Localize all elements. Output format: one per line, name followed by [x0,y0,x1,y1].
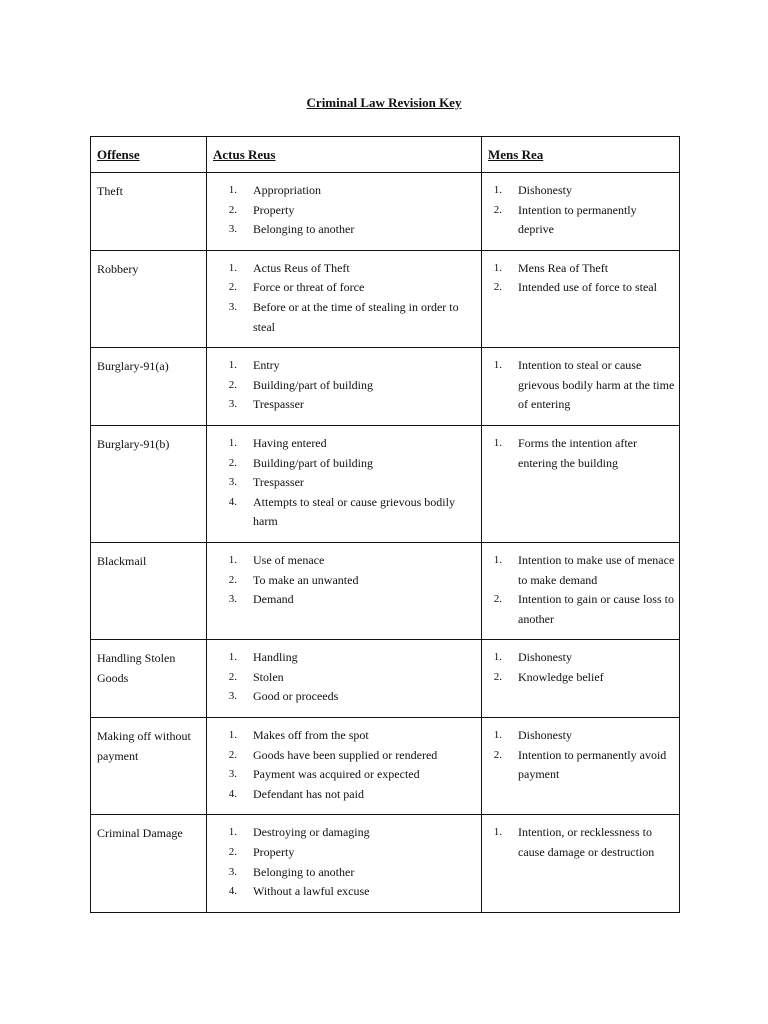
list-number: 2. [228,748,237,761]
list-number: 4. [228,885,237,898]
mens-rea-list [482,543,679,639]
offense-name: Criminal Damage [97,826,183,841]
list-number: 1. [493,553,502,566]
actus-reus-cell [207,718,482,815]
list-item [207,687,477,707]
mens-rea-cell [482,348,680,426]
list-number: 3. [228,593,237,606]
list-item [207,746,477,766]
list-item-text: Demand [253,592,294,607]
actus-reus-list [207,815,481,911]
list-item [482,648,675,668]
actus-reus-list [207,251,481,347]
list-number: 4. [228,787,237,800]
list-number: 2. [228,456,237,469]
list-number: 1. [228,184,237,196]
offense-cell [91,542,207,639]
list-number: 3. [228,223,237,236]
actus-reus-cell [207,250,482,347]
list-item-text: Mens Rea of Theft [518,260,609,275]
list-item [207,590,477,610]
page-title: Criminal Law Revision Key [306,95,462,110]
list-item [482,668,675,688]
mens-rea-list [482,426,679,483]
list-number: 3. [228,690,237,703]
offense-cell [91,173,207,251]
list-item-text: Belonging to another [253,864,355,879]
list-item-text: Dishonesty [518,650,572,665]
list-number: 2. [228,846,237,859]
mens-rea-cell [482,815,680,912]
list-number: 2. [493,281,502,294]
table-row [91,640,680,718]
offense-cell [91,640,207,718]
actus-reus-list [207,173,481,250]
actus-reus-list [207,348,481,425]
mens-rea-list [482,251,679,308]
list-item-text: Before or at the time of stealing in order to steal [253,299,459,334]
list-item [207,882,477,902]
list-number: 1. [228,436,237,449]
table-row [91,173,680,251]
actus-reus-cell [207,815,482,912]
table-row [91,250,680,347]
list-item-text: Entry [253,358,280,373]
list-item [207,473,477,493]
list-item [207,551,477,571]
list-item-text: Intention to permanently avoid payment [518,747,667,782]
actus-reus-cell [207,542,482,639]
list-item-text: Actus Reus of Theft [253,260,350,275]
list-number: 1. [493,261,502,274]
list-number: 1. [228,729,237,742]
actus-reus-cell [207,173,482,251]
list-item [482,201,675,240]
list-number: 2. [228,573,237,586]
list-number: 4. [228,495,237,508]
offense-cell [91,425,207,542]
list-item [207,376,477,396]
offense-name: Blackmail [97,553,147,568]
actus-reus-cell [207,348,482,426]
header-actus-reus: Actus Reus [207,137,482,173]
list-number: 2. [493,593,502,606]
list-number: 1. [493,826,502,839]
table-row [91,542,680,639]
list-item [207,863,477,883]
list-item [207,571,477,591]
offense-name: Handling Stolen Goods [97,651,176,685]
list-item-text: Trespasser [253,397,304,412]
table-row [91,348,680,426]
list-item [207,668,477,688]
header-mens-rea: Mens Rea [482,137,680,173]
list-item-text: Property [253,845,295,860]
list-number: 3. [228,398,237,411]
list-item [207,823,477,843]
list-item [482,278,675,298]
list-item-text: Intention to make use of menace to make demand [518,552,675,587]
list-number: 3. [228,476,237,489]
list-item-text: Payment was acquired or expected [253,767,420,782]
mens-rea-list [482,718,679,795]
list-item [482,181,675,201]
list-item [482,551,675,590]
list-item-text: Appropriation [253,183,321,197]
list-number: 1. [493,436,502,449]
list-item-text: Trespasser [253,475,304,490]
list-number: 2. [493,670,502,683]
list-item [207,278,477,298]
offense-name: Theft [97,184,123,198]
list-number: 1. [493,359,502,372]
list-item-text: Destroying or damaging [253,825,370,840]
mens-rea-cell [482,425,680,542]
list-number: 3. [228,865,237,878]
offense-name: Burglary-91(a) [97,359,169,374]
list-item-text: Stolen [253,669,284,684]
list-item [207,259,477,279]
mens-rea-cell [482,640,680,718]
list-item-text: Defendant has not paid [253,786,364,801]
list-number: 2. [493,203,502,216]
mens-rea-list [482,173,679,250]
list-item-text: Intention to permanently deprive [518,202,637,237]
table-row [91,718,680,815]
list-item-text: Building/part of building [253,455,373,470]
mens-rea-cell [482,250,680,347]
offense-cell [91,250,207,347]
list-number: 1. [493,184,502,196]
actus-reus-cell [207,640,482,718]
list-item [482,434,675,473]
list-item-text: Intention to gain or cause loss to another [518,592,674,626]
list-item [482,590,675,629]
list-item [207,356,477,376]
list-item-text: Goods have been supplied or rendered [253,747,438,762]
table-row [91,815,680,912]
list-number: 3. [228,300,237,313]
offense-cell [91,718,207,815]
offense-name: Robbery [97,261,139,276]
offense-name: Burglary-91(b) [97,436,170,451]
list-number: 1. [493,729,502,742]
list-number: 1. [493,651,502,664]
list-item [207,298,477,337]
list-number: 2. [493,748,502,761]
list-item [207,726,477,746]
list-item-text: Knowledge belief [518,669,604,684]
list-item-text: Dishonesty [518,183,572,197]
list-item-text: Intention to steal or cause grievous bodily harm at the time of entering [518,358,675,412]
list-item-text: Good or proceeds [253,689,339,704]
offense-name: Making off without payment [97,729,191,763]
list-item-text: Intention, or recklessness to cause damage or destruction [518,825,655,860]
list-item [482,356,675,415]
mens-rea-list [482,815,679,872]
list-item-text: Dishonesty [518,728,572,743]
list-item [207,434,477,454]
list-item-text: Property [253,202,295,217]
list-item [207,765,477,785]
list-item [207,493,477,532]
header-offense: Offense [91,137,207,173]
mens-rea-list [482,348,679,425]
list-item-text: Belonging to another [253,222,355,237]
list-item [482,726,675,746]
list-item-text: Attempts to steal or cause grievous bodily harm [253,494,455,529]
actus-reus-list [207,718,481,814]
list-item-text: Force or threat of force [253,280,365,295]
table-header-row [91,137,680,173]
offense-cell [91,348,207,426]
list-item [207,181,477,201]
mens-rea-cell [482,173,680,251]
list-item [207,395,477,415]
list-item-text: Forms the intention after entering the building [518,435,637,470]
list-item-text: Handling [253,650,298,665]
table-row [91,425,680,542]
list-item-text: To make an unwanted [253,572,359,587]
mens-rea-cell [482,542,680,639]
list-number: 1. [228,359,237,372]
list-item [207,843,477,863]
list-item [482,823,675,862]
actus-reus-list [207,543,481,620]
list-number: 1. [228,553,237,566]
list-number: 2. [228,378,237,391]
list-item-text: Building/part of building [253,377,373,392]
mens-rea-list [482,640,679,697]
offense-cell [91,815,207,912]
list-item-text: Use of menace [253,552,325,567]
list-number: 2. [228,203,237,216]
list-item-text: Having entered [253,435,327,450]
list-item [207,220,477,240]
list-number: 1. [228,651,237,664]
list-number: 3. [228,768,237,781]
actus-reus-list [207,640,481,717]
list-item [482,259,675,279]
list-item [207,454,477,474]
mens-rea-cell [482,718,680,815]
list-number: 1. [228,261,237,274]
list-number: 1. [228,826,237,839]
table-body [91,173,680,913]
revision-key-table [90,136,680,913]
list-item-text: Without a lawful excuse [253,884,370,899]
list-item-text: Makes off from the spot [253,728,369,743]
list-item [482,746,675,785]
list-item [207,785,477,805]
list-number: 2. [228,670,237,683]
list-item [207,648,477,668]
list-number: 2. [228,281,237,294]
actus-reus-cell [207,425,482,542]
actus-reus-list [207,426,481,542]
list-item [207,201,477,221]
list-item-text: Intended use of force to steal [518,280,657,295]
